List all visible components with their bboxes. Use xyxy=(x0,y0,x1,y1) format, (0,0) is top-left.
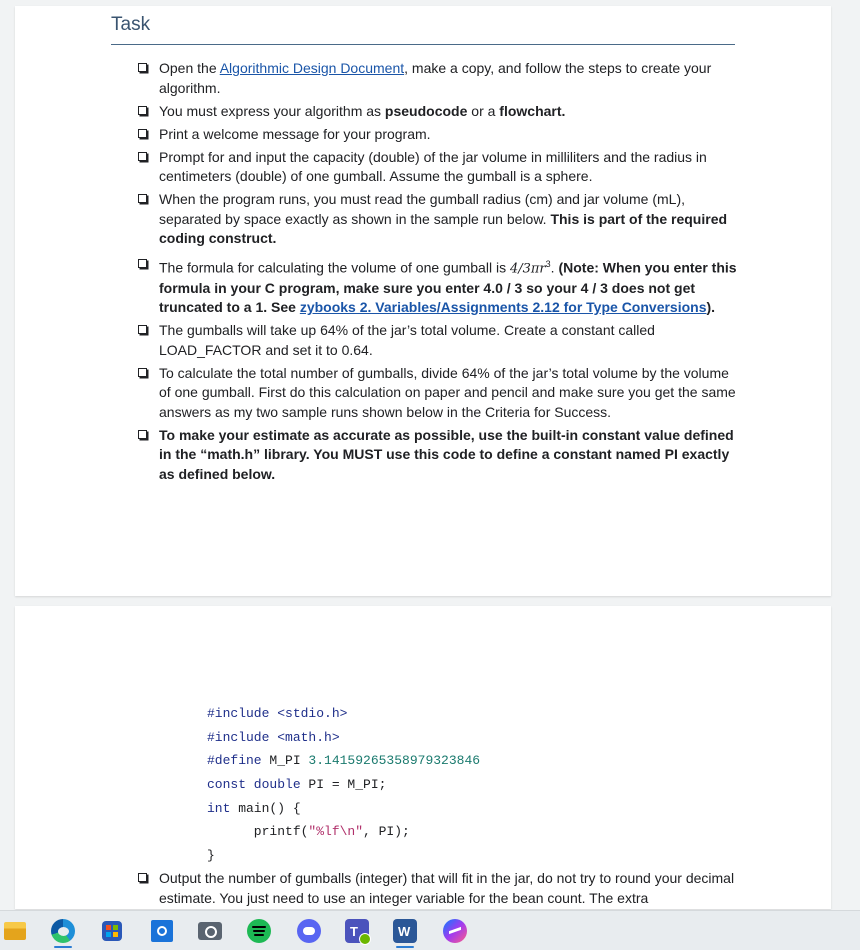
teams-icon[interactable]: T xyxy=(345,919,369,943)
active-indicator xyxy=(54,946,72,948)
checkbox-icon xyxy=(138,152,147,161)
checkbox-icon xyxy=(138,430,147,439)
code-line: #define M_PI 3.14159265358979323846 xyxy=(207,753,481,769)
windows-taskbar xyxy=(0,910,860,950)
cortana-icon[interactable] xyxy=(151,920,173,942)
word-icon[interactable]: W xyxy=(393,919,417,943)
microsoft-store-icon[interactable] xyxy=(102,921,122,941)
output-checklist xyxy=(137,869,737,908)
list-item: The gumballs will take up 64% of the jar’s total volume. Create a constant called LOAD_FACTOR and set it to 0.64. xyxy=(137,321,737,360)
code-line: #include <math.h> xyxy=(207,729,340,745)
discord-icon[interactable] xyxy=(297,919,321,943)
code-block xyxy=(207,702,480,868)
active-indicator xyxy=(396,946,414,948)
file-explorer-icon[interactable] xyxy=(4,922,26,940)
list-item: Prompt for and input the capacity (double) of the jar volume in milliliters and the radius in centimeters (double) of one gumball. Assume the gumball is a sphere. xyxy=(137,148,737,187)
zybooks-link[interactable]: zybooks 2. Variables/Assignments 2.12 for Type Conversions xyxy=(299,299,707,316)
list-item: You must express your algorithm as pseudocode or a flowchart. xyxy=(137,102,737,122)
checkbox-icon xyxy=(138,259,147,268)
list-item: When the program runs, you must read the gumball radius (cm) and jar volume (mL), separated by space exactly as shown in the sample run below. This is part of the required coding construct. xyxy=(137,190,737,249)
code-line: const double PI = M_PI; xyxy=(207,777,387,793)
checkbox-icon xyxy=(138,873,147,882)
task-checklist xyxy=(137,59,737,488)
checkbox-icon xyxy=(138,129,147,138)
algorithmic-design-document-link[interactable]: Algorithmic Design Document xyxy=(219,60,405,76)
code-line: #include <stdio.h> xyxy=(207,706,348,721)
checkbox-icon xyxy=(138,106,147,115)
document-page-2 xyxy=(15,606,831,909)
list-item: The formula for calculating the volume of one gumball is $4/3\pi r^3$. (Note: When you enter this formula in your C program, make sure you enter 4.0 / 3 so your 4 / 3 does not get truncated to a 1. See zybooks 2. Variables/Assignments 2.12 for Type Conversions). xyxy=(137,255,737,318)
list-item: Output the number of gumballs (integer) that will fit in the jar, do not try to round your decimal estimate. You just need to use an integer variable for the bean count. The extra xyxy=(137,869,737,908)
list-item: Open the Algorithmic Design Document, make a copy, and follow the steps to create your algorithm. xyxy=(137,59,737,98)
checkbox-icon xyxy=(138,194,147,203)
list-item: To make your estimate as accurate as possible, use the built-in constant value defined in the “math.h” library. You MUST use this code to define a constant named PI exactly as defined below. xyxy=(137,426,737,485)
list-item: To calculate the total number of gumballs, divide 64% of the jar’s total volume by the volume of one gumball. First do this calculation on paper and pencil and make sure you get the same answers as my two sample runs shown below in the Criteria for Success. xyxy=(137,364,737,423)
messenger-icon[interactable] xyxy=(443,919,467,943)
list-item: Print a welcome message for your program. xyxy=(137,125,737,145)
checkbox-icon xyxy=(138,325,147,334)
document-page-1 xyxy=(15,6,831,596)
code-line: int main() { xyxy=(207,800,301,816)
camera-icon[interactable] xyxy=(198,922,222,940)
edge-icon[interactable] xyxy=(51,919,75,943)
spotify-icon[interactable] xyxy=(247,919,271,943)
checkbox-icon xyxy=(138,368,147,377)
code-line: } xyxy=(207,848,215,864)
volume-formula: 4/3πr xyxy=(509,261,546,277)
task-heading: Task xyxy=(111,14,735,45)
checkbox-icon xyxy=(138,63,147,72)
code-line: printf("%lf\n", PI); xyxy=(207,824,410,840)
